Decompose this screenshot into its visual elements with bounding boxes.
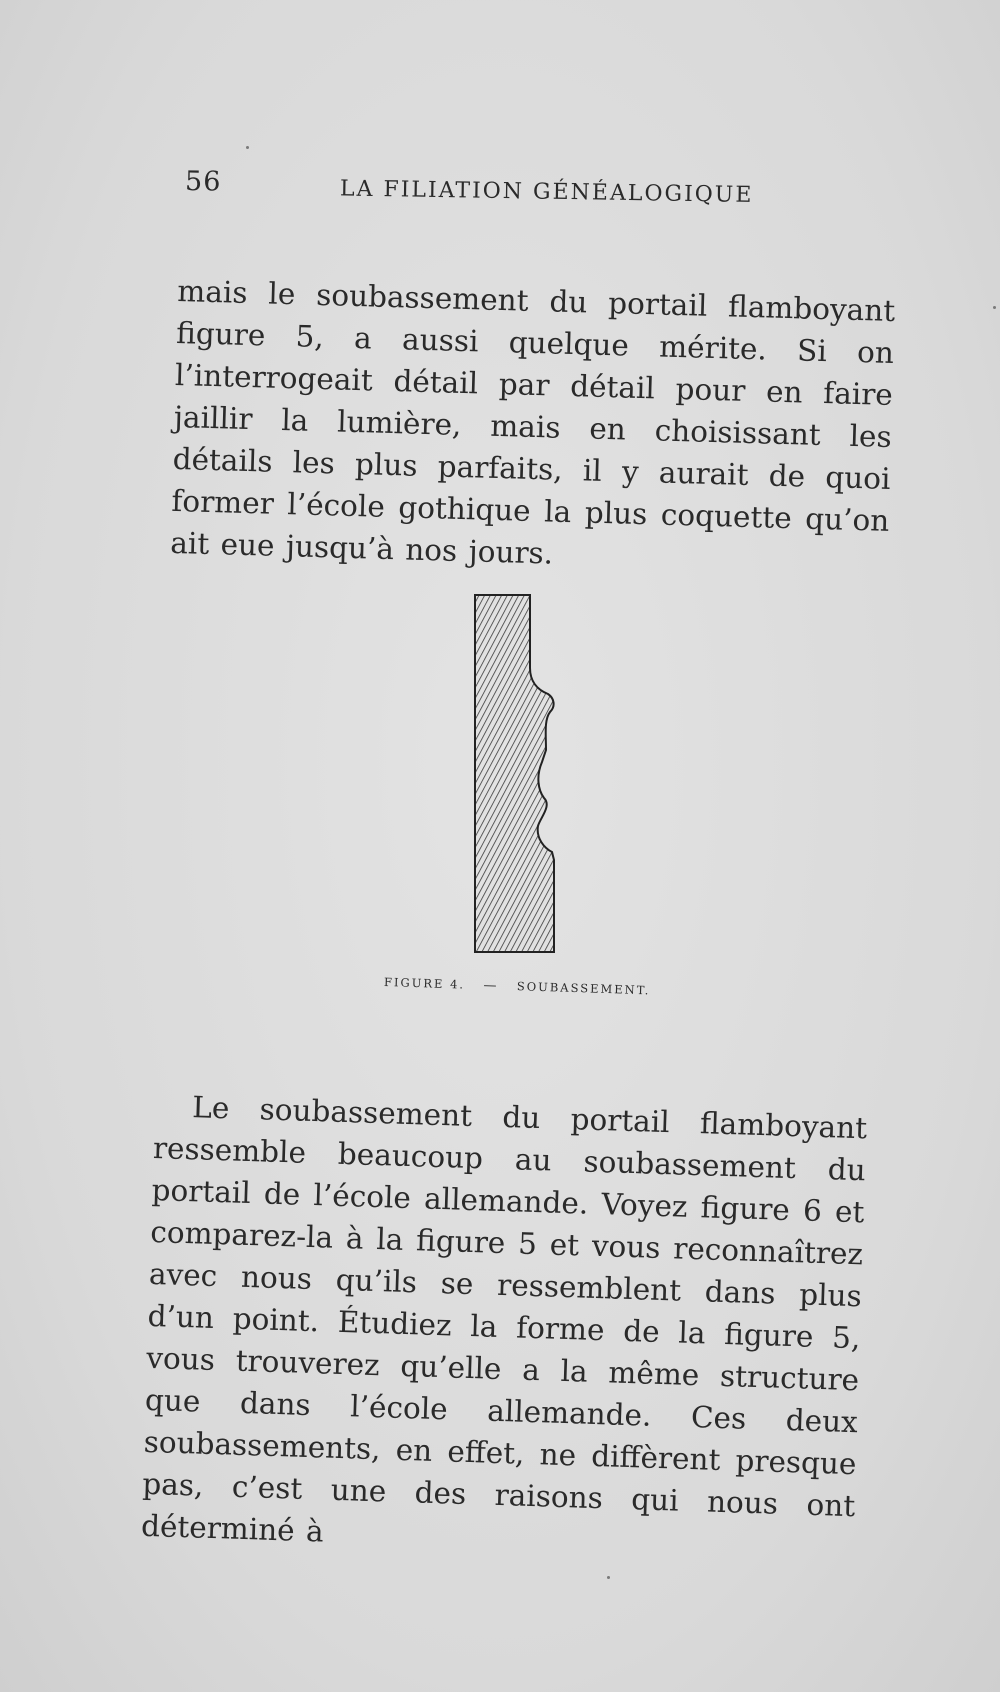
figure-label: FIGURE 4. (383, 975, 466, 992)
running-title: LA FILIATION GÉNÉALOGIQUE (339, 176, 754, 208)
paragraph-2: Le soubassement du portail flamboyant ressemble beaucoup au soubassement du portail de l’école allemande. Voyez figure 6 et comparez-la à la figure 5 et vous reconnaîtrez avec nous qu’ils se ressemblent dans plus d’un point. Étudiez la forme de la figure 5, vous trouverez qu’elle a la même structure que dans l’école allemande. Ces deux soubassements, en effet, ne diffèrent presque pas, c’est une des raisons qui nous ont déterminé à (140, 1089, 868, 1549)
molding-profile-drawing (470, 590, 580, 960)
profile-section-shape (475, 595, 554, 952)
paragraph-1: mais le soubassement du portail flamboyant figure 5, a aussi quelque mérite. Si on l’interrogeait détail par détail pour en faire jaillir la lumière, mais en choisissant les détails les plus parfaits, il y aurait de quoi former l’école gothique la plus coquette qu’on ait eue jusqu’à nos jours. (169, 273, 896, 571)
caption-dash: — (483, 978, 499, 994)
page-header (185, 166, 866, 217)
soubassement-profile-figure (470, 590, 580, 960)
paper-speck (607, 1576, 610, 1579)
paper-speck (246, 146, 249, 149)
figure-caption (384, 975, 651, 998)
page-number: 56 (184, 166, 222, 198)
paper-speck (993, 306, 996, 309)
figure-title: SOUBASSEMENT. (516, 979, 651, 998)
